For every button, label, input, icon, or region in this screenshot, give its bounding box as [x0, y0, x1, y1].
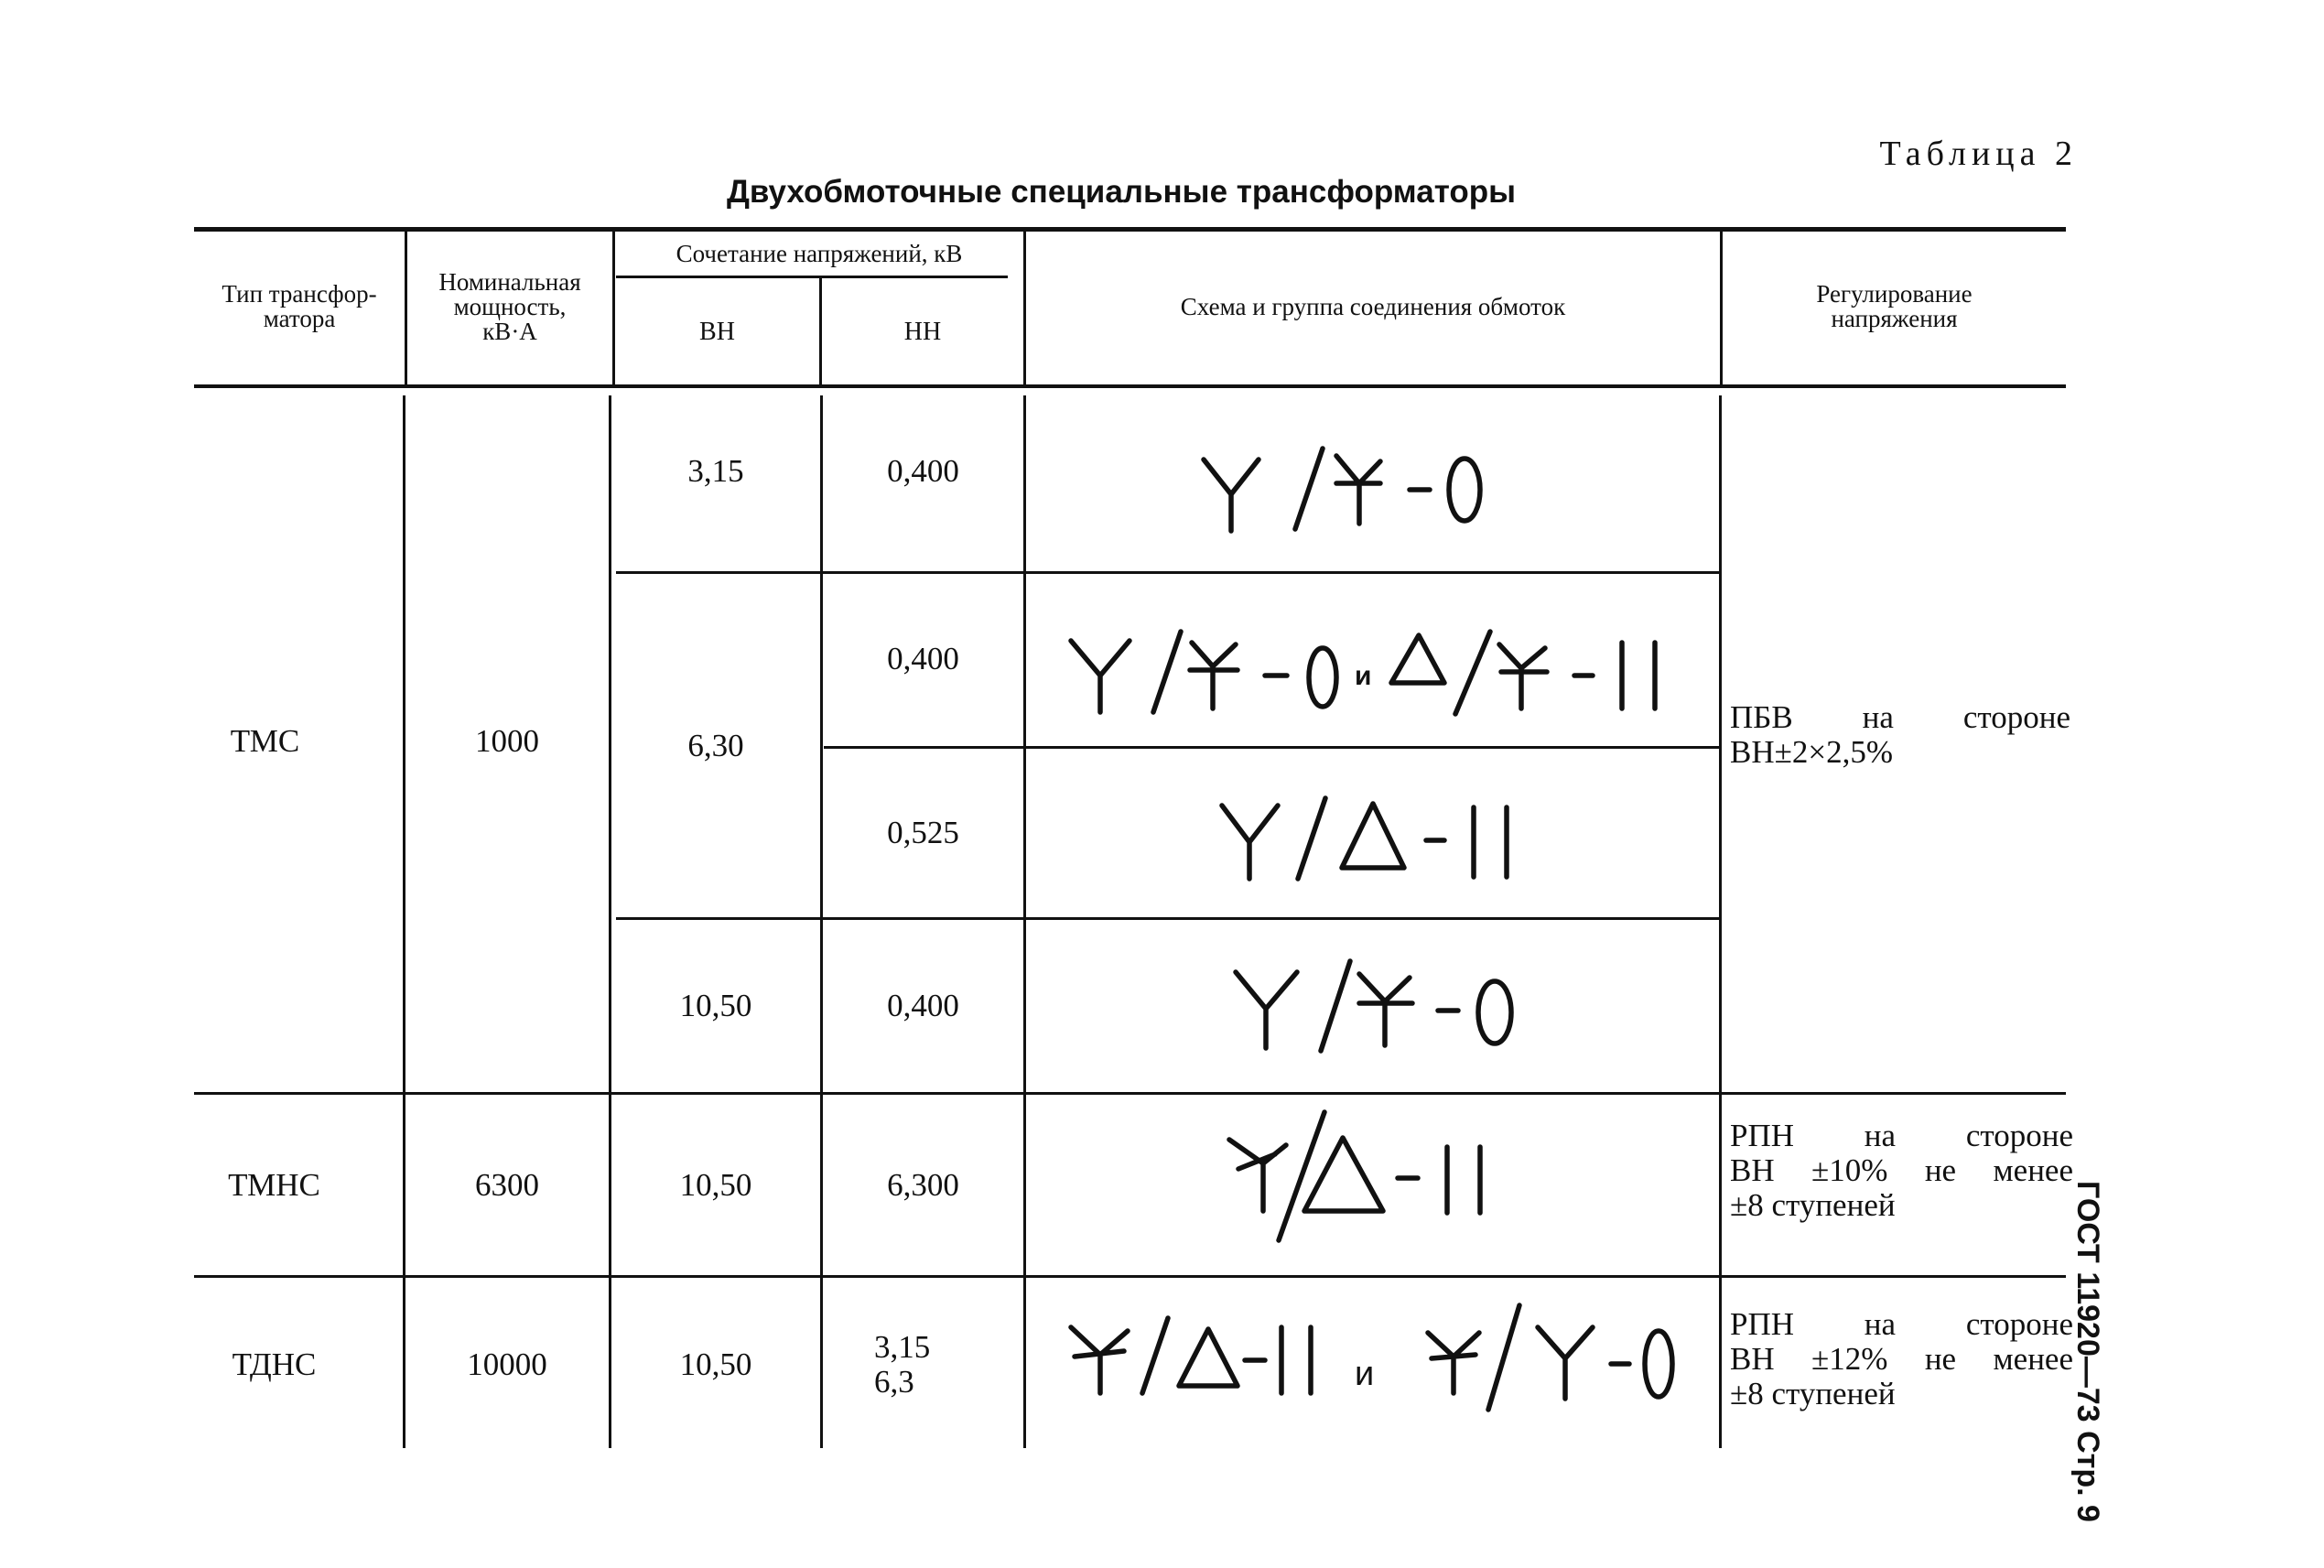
- header-power: Номинальная мощность, кВ·А: [438, 267, 581, 345]
- scheme-star-delta-11: [1208, 787, 1538, 888]
- regulation-line: ±8 ступеней: [1730, 1376, 1896, 1411]
- cell-lv-tms-4: 0,400: [887, 988, 959, 1023]
- header-lv: НН: [903, 317, 942, 346]
- cell-lv-tms-1: 0,400: [887, 453, 959, 489]
- scheme-star-delta-11-and-star-star-0: [1062, 1291, 1702, 1428]
- cell-lv-tms-3: 0,525: [887, 815, 959, 850]
- regulation-line: ВН±2×2,5%: [1730, 734, 1893, 770]
- cell-hv-tms-2: 6,30: [687, 727, 744, 763]
- regulation-line: РПН на стороне: [1730, 1306, 2073, 1342]
- regulation-line: РПН на стороне: [1730, 1118, 2073, 1153]
- cell-power-tmns: 6300: [475, 1166, 539, 1203]
- regulation-line: ПБВ на стороне: [1730, 699, 2070, 735]
- scheme-star-star-0-10kv: [1222, 952, 1533, 1062]
- regulation-line: ВН ±10% не менее: [1730, 1152, 2073, 1188]
- cell-hv-tdns: 10,50: [679, 1346, 752, 1382]
- cell-type-tmns: ТМНС: [228, 1166, 320, 1203]
- header-scheme: Схема и группа соединения обмоток: [1180, 292, 1566, 320]
- cell-hv-tms-1: 3,15: [687, 453, 744, 489]
- header-voltage-group: Сочетание напряжений, кВ: [676, 239, 963, 267]
- table-number-label: Таблица 2: [1879, 135, 2078, 173]
- regulation-line: ±8 ступеней: [1730, 1187, 1896, 1223]
- cell-power-tdns: 10000: [467, 1346, 547, 1382]
- scheme-connector-row-6: и: [1355, 1355, 1375, 1393]
- table-caption: Двухобмоточные специальные трансформаторы: [726, 174, 1517, 210]
- cell-regulation-tmns: [1730, 1119, 2073, 1223]
- cell-type-tdns: ТДНС: [232, 1346, 317, 1382]
- scheme-star-star-0-and-delta-star-11: [1062, 613, 1684, 723]
- body-col-rule-5: [1719, 395, 1722, 1448]
- cell-power-tms: 1000: [475, 723, 539, 759]
- page-margin-stamp: ГОСТ 11920—73 Стр. 9: [2070, 1181, 2105, 1522]
- header-bottom-rule: [194, 384, 2066, 388]
- header-type: Тип трансфор- матора: [222, 280, 377, 332]
- scheme-star-star-0: [1190, 439, 1492, 540]
- cell-lv-tms-2: 0,400: [887, 641, 959, 676]
- cell-hv-tmns: 10,50: [679, 1166, 752, 1203]
- scheme-connector-row-2: и: [1355, 661, 1372, 691]
- cell-regulation-tms: [1730, 700, 2070, 770]
- cell-lv-tdns: 3,15 6,3: [874, 1329, 931, 1400]
- cell-regulation-tdns: [1730, 1307, 2073, 1411]
- header-hv: ВН: [699, 317, 735, 346]
- header-regulation: Регулирование напряжения: [1816, 280, 1973, 332]
- cell-type-tms: ТМС: [230, 723, 300, 759]
- scheme-star-delta-11-tmns: [1222, 1103, 1524, 1249]
- body-col-rule-4: [1023, 395, 1026, 1448]
- cell-hv-tms-4: 10,50: [679, 988, 752, 1023]
- regulation-line: ВН ±12% не менее: [1730, 1341, 2073, 1377]
- cell-lv-tmns: 6,300: [887, 1166, 959, 1203]
